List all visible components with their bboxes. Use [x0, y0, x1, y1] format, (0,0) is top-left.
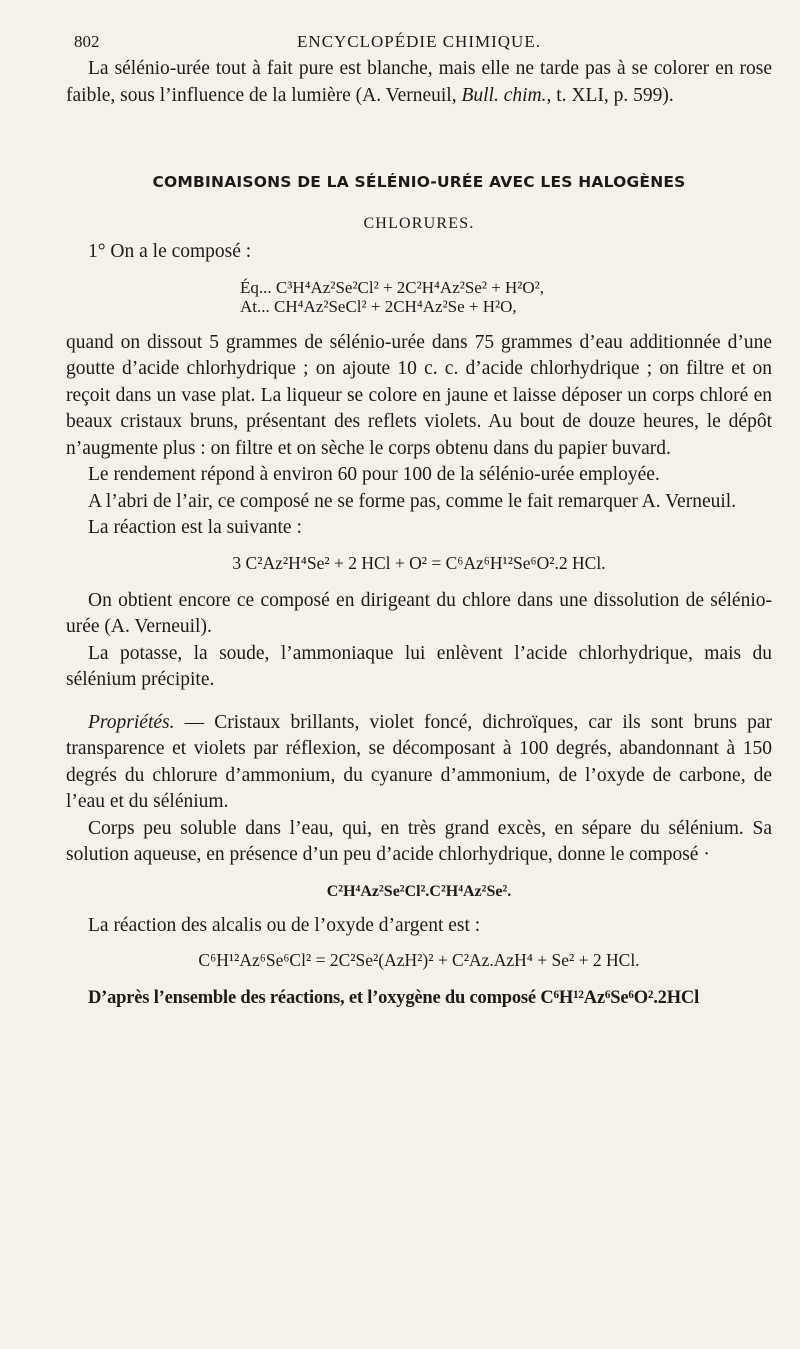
item-1: 1° On a le composé :: [88, 241, 252, 262]
reaction-intro: La réaction est la suivante :: [88, 517, 302, 538]
intro-text: La sélénio-urée tout à fait pure est blanche, mais elle ne tarde pas à se colorer en rose faible, sous l’influence de la lumière (A. Verneuil,: [66, 58, 772, 106]
alkali-formula: C⁶H¹²Az⁶Se⁶Cl² = 2C²Se²(AzH²)² + C²Az.AzH⁴ + Se² + 2 HCl.: [198, 950, 640, 970]
potash-paragraph: La potasse, la soude, l’ammoniaque lui enlèvent l’acide chlorhydrique, mais du sélénium précipite.: [66, 642, 772, 690]
compound-formula: C²H⁴Az²Se²Cl².C²H⁴Az²Se².: [326, 882, 512, 900]
section-title: COMBINAISONS DE LA SÉLÉNIO-URÉE AVEC LES HALOGÈNES: [152, 173, 686, 191]
formula-eq: Éq... C³H⁴Az²Se²Cl² + 2C²H⁴Az²Se² + H²O²,: [240, 277, 545, 297]
properties-label: Propriétés.: [88, 711, 175, 733]
closing-line: D’après l’ensemble des réactions, et l’oxygène du composé C⁶H¹²Az⁶Se⁶O².2HCl: [88, 988, 700, 1008]
formula-equivalents-atoms: [240, 278, 772, 316]
running-title: ENCYCLOPÉDIE CHIMIQUE.: [297, 32, 541, 51]
properties-text: — Cristaux brillants, violet foncé, dichroïques, car ils sont bruns par transparence et violets par réflexion, se décomposant à 100 degrés, abandonnant à 150 degrés du chlorure d’ammonium, du cyanure d’ammonium, de l’oxyde de carbone, de l’eau et du sélénium.: [66, 711, 772, 812]
journal-reference: Bull. chim.: [461, 84, 547, 106]
air-paragraph: A l’abri de l’air, ce composé ne se forme pas, comme le fait remarquer A. Verneuil.: [88, 490, 737, 512]
chlorine-paragraph: On obtient encore ce composé en dirigeant du chlore dans une dissolution de sélénio-urée (A. Verneuil).: [66, 589, 772, 637]
yield-paragraph: Le rendement répond à environ 60 pour 100 de la sélénio-urée employée.: [88, 464, 660, 485]
page: [66, 26, 772, 1012]
preparation-paragraph: quand on dissout 5 grammes de sélénio-urée dans 75 grammes d’eau additionnée d’une goutte d’acide chlorhydrique ; on ajoute 10 c. c. d’acide chlorhydrique ; on filtre et on reçoit dans un vase plat. La liqueur se colore en jaune et laisse déposer un corps chloré en beaux cristaux bruns, présentant des reflets violets. Au bout de douze heures, le dépôt n’augmente plus : on filtre et on sèche le corps obtenu dans du papier buvard.: [66, 331, 772, 459]
intro-text-end: , t. XLI, p. 599).: [546, 84, 674, 106]
properties-paragraph: [66, 710, 772, 816]
subsection-title: CHLORURES.: [363, 215, 475, 232]
page-number: 802: [74, 32, 100, 51]
intro-paragraph: [66, 56, 772, 109]
page-header: [66, 26, 772, 56]
alkali-paragraph: La réaction des alcalis ou de l’oxyde d’argent est :: [88, 914, 481, 936]
solubility-paragraph: Corps peu soluble dans l’eau, qui, en très grand excès, en sépare du sélénium. Sa solution aqueuse, en présence d’un peu d’acide chlorhydrique, donne le composé ·: [66, 817, 772, 865]
reaction-formula: 3 C²Az²H⁴Se² + 2 HCl + O² = C⁶Az⁶H¹²Se⁶O².2 HCl.: [232, 552, 606, 573]
formula-at: At... CH⁴Az²SeCl² + 2CH⁴Az²Se + H²O,: [240, 296, 517, 316]
